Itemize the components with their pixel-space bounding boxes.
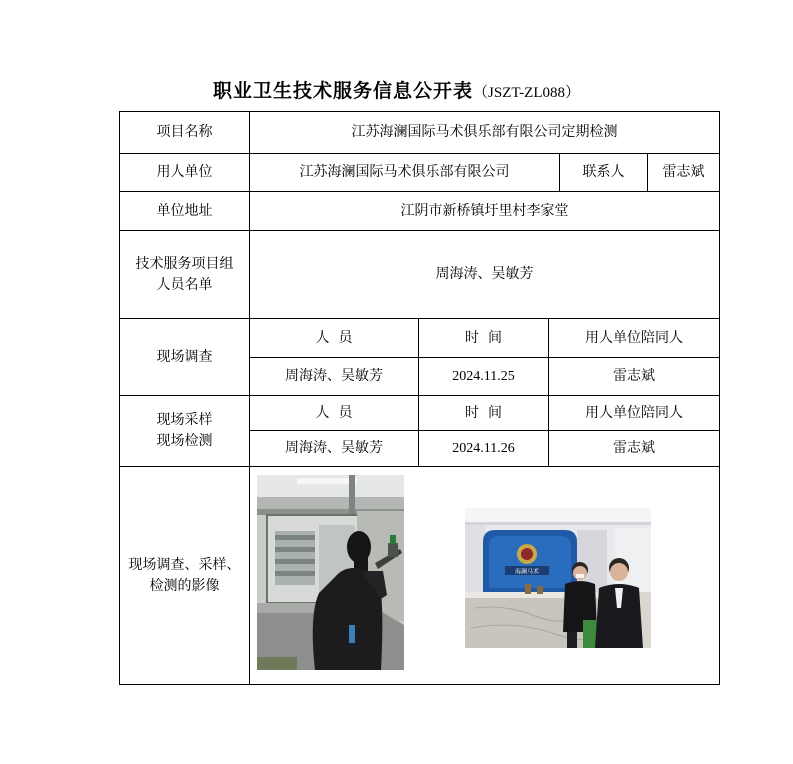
- images-label: [120, 467, 249, 684]
- survey-date: 2024.11.25: [452, 369, 515, 384]
- reception-sign-text: 海澜马术: [514, 568, 540, 576]
- contact-label: 联系人: [582, 164, 625, 180]
- survey-col-personnel: 人 员: [315, 329, 353, 346]
- table-line: [719, 111, 720, 685]
- reception-photo: [465, 508, 651, 648]
- sampling-col-time: 时 间: [465, 404, 502, 421]
- survey-label: 现场调查: [156, 348, 213, 365]
- team-label-line1: 技术服务项目组: [135, 255, 234, 272]
- team-label-line2: 人员名单: [156, 276, 213, 293]
- survey-escort: 雷志斌: [613, 368, 655, 384]
- survey-col-time: 时 间: [465, 329, 502, 346]
- document-code: （JSZT-ZL088）: [473, 85, 580, 101]
- sampling-personnel: 周海涛、吴敏芳: [285, 440, 383, 456]
- survey-personnel: 周海涛、吴敏芳: [285, 368, 383, 384]
- team-value: 周海涛、吴敏芳: [435, 266, 534, 282]
- sampling-label-line2: 现场检测: [156, 433, 213, 449]
- sampling-escort: 雷志斌: [613, 440, 655, 456]
- lab-photo: [257, 475, 404, 670]
- document-title: [0, 76, 793, 103]
- title-text: 职业卫生技术服务信息公开表: [213, 80, 474, 102]
- table-line: [119, 684, 720, 685]
- sampling-col-escort: 用人单位陪同人: [585, 404, 683, 421]
- images-label-line2: 检测的影像: [149, 577, 220, 594]
- project-name-label: 项目名称: [156, 124, 213, 140]
- survey-col-escort: 用人单位陪同人: [585, 329, 683, 346]
- sampling-label-line1: 现场采样: [156, 412, 213, 428]
- contact-value: 雷志斌: [662, 164, 705, 180]
- employer-label: 用人单位: [156, 164, 213, 180]
- project-name-value: 江苏海澜国际马术俱乐部有限公司定期检测: [351, 124, 618, 140]
- images-label-line1: 现场调查、采样、: [128, 556, 241, 573]
- sampling-date: 2024.11.26: [452, 441, 515, 456]
- team-label: [120, 231, 249, 318]
- employer-value: 江苏海澜国际马术俱乐部有限公司: [299, 164, 510, 180]
- address-value: 江阴市新桥镇圩里村李家堂: [400, 202, 569, 219]
- address-label: 单位地址: [156, 202, 213, 219]
- sampling-col-personnel: 人 员: [315, 404, 353, 421]
- sampling-label: [120, 396, 249, 466]
